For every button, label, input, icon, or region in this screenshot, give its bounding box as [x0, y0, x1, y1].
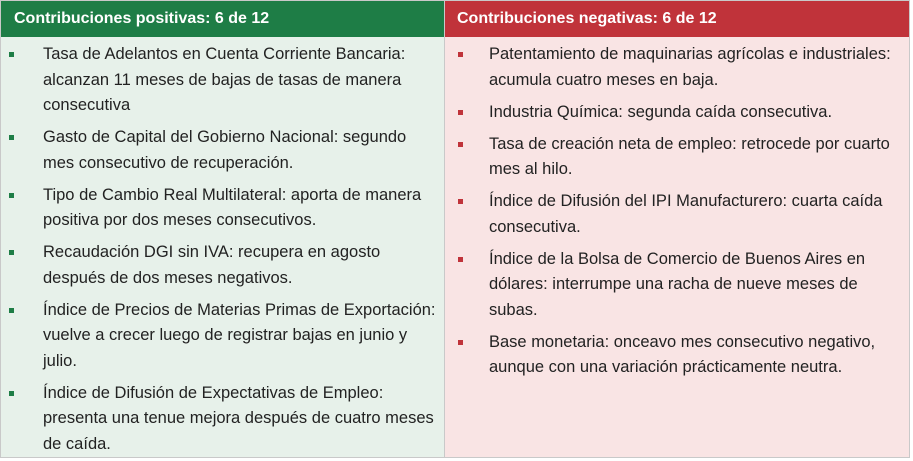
list-item-text: Industria Química: segunda caída consecutiva.: [489, 102, 833, 121]
positive-contributions-list: [1, 37, 444, 457]
square-bullet-icon: [458, 142, 463, 147]
list-item-text: Gasto de Capital del Gobierno Nacional: segundo mes consecutivo de recuperación.: [43, 128, 407, 172]
list-item: [1, 381, 444, 458]
square-bullet-icon: [9, 135, 14, 140]
list-item-text: Tipo de Cambio Real Multilateral: aporta de manera positiva por dos meses consecutivos.: [43, 185, 422, 229]
square-bullet-icon: [9, 250, 14, 255]
list-item: [1, 42, 444, 119]
square-bullet-icon: [458, 110, 463, 115]
square-bullet-icon: [458, 199, 463, 204]
positive-contributions-column: [1, 1, 445, 457]
list-item: [1, 125, 444, 176]
list-item-text: Base monetaria: onceavo mes consecutivo negativo, aunque con una variación prácticamente neutra.: [489, 332, 876, 376]
list-item-text: Índice de la Bolsa de Comercio de Buenos Aires en dólares: interrumpe una racha de nueve meses de subas.: [489, 249, 866, 319]
square-bullet-icon: [458, 52, 463, 57]
list-item: [1, 298, 444, 375]
list-item-text: Tasa de Adelantos en Cuenta Corriente Bancaria: alcanzan 11 meses de bajas de tasas de manera consecutiva: [43, 45, 406, 114]
square-bullet-icon: [458, 257, 463, 262]
list-item-text: Índice de Precios de Materias Primas de Exportación: vuelve a crecer luego de registrar bajas en junio y julio.: [43, 300, 436, 370]
list-item: [445, 132, 909, 183]
list-item-text: Índice de Difusión de Expectativas de Empleo: presenta una tenue mejora después de cuatro meses de caída.: [43, 383, 434, 453]
square-bullet-icon: [9, 391, 14, 396]
list-item: [1, 240, 444, 291]
square-bullet-icon: [9, 193, 14, 198]
list-item: [1, 183, 444, 234]
negative-contributions-list: [445, 37, 909, 381]
list-item-text: Patentamiento de maquinarias agrícolas e industriales: acumula cuatro meses en baja.: [489, 45, 891, 89]
square-bullet-icon: [9, 52, 14, 57]
positive-contributions-header: Contribuciones positivas: 6 de 12: [1, 1, 444, 37]
list-item-text: Índice de Difusión del IPI Manufacturero: cuarta caída consecutiva.: [489, 192, 883, 236]
list-item: [445, 42, 909, 93]
negative-contributions-header: Contribuciones negativas: 6 de 12: [445, 1, 909, 37]
list-item: [445, 247, 909, 324]
list-item-text: Recaudación DGI sin IVA: recupera en agosto después de dos meses negativos.: [43, 243, 381, 287]
negative-contributions-column: [445, 1, 909, 457]
list-item-text: Tasa de creación neta de empleo: retrocede por cuarto mes al hilo.: [489, 134, 890, 178]
list-item: [445, 100, 909, 126]
square-bullet-icon: [458, 340, 463, 345]
list-item: [445, 189, 909, 240]
square-bullet-icon: [9, 308, 14, 313]
list-item: [445, 330, 909, 381]
